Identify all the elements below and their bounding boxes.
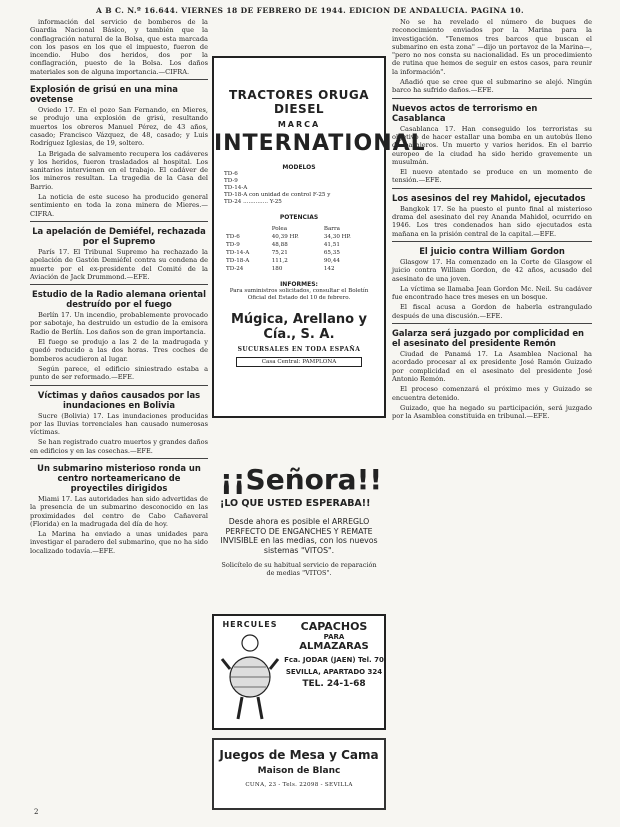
para-label: PARA bbox=[323, 633, 345, 641]
models-heading: MODELOS bbox=[282, 164, 316, 171]
article-text: Guizado, que ha negado su participación, será juzgado por la Asamblea constituida en tribunal.—EFE. bbox=[392, 403, 592, 421]
headline: Los asesinos del rey Mahidol, ejecutados bbox=[392, 192, 586, 203]
models-list bbox=[214, 171, 384, 206]
company-name: Múgica, Arellano y Cía., S. A. bbox=[230, 312, 368, 342]
divider bbox=[30, 385, 208, 386]
ad-title: Juegos de Mesa y Cama bbox=[219, 748, 379, 762]
maison-ad bbox=[212, 738, 386, 810]
headline: Víctimas y daños causados por las inundaciones en Bolivia bbox=[37, 389, 201, 410]
page-header: A B C. N.º 16.644. VIERNES 18 DE FEBRERO DE 1944. EDICION DE ANDALUCIA. PAGINA 10. bbox=[95, 6, 525, 15]
cell: TD-9 bbox=[226, 242, 240, 248]
cell: 142 bbox=[323, 266, 335, 272]
headline: Estudio de la Radio alemana oriental destruído por el fuego bbox=[32, 289, 206, 310]
article-text: La Brigada de salvamento recupera los cadáveres y los heridos, fueron trasladados al hospital. Los sanitarios intervienen en el trabajo. El cadáver de los mineros resultan. La tragedia de la Casa del Barrio. bbox=[30, 149, 208, 191]
divider bbox=[30, 221, 208, 222]
table-row bbox=[224, 233, 374, 241]
ad-marca: MARCA bbox=[277, 120, 321, 129]
cell: 65,35 bbox=[323, 250, 340, 256]
article-text: Ciudad de Panamá 17. La Asamblea Nacional ha acordado procesar al ex presidente José Ramón Guizado por complicidad en el asesinato del presidente José Antonio Remón. bbox=[392, 350, 592, 383]
article-text: Casablanca 17. Han conseguido los terroristas su objetivo de hacer estallar una bomba en un autobús lleno de pasajeros. Un muerto y varios heridos. En el barrio europeo de la ciudad ha sido herido gravemente un musulmán. bbox=[392, 124, 592, 166]
cell: 111,2 bbox=[271, 258, 288, 264]
article-text: París 17. El Tribunal Supremo ha rechazado la apelación de Gastón Demiéfel contra su condena de muerte por el ex-presidente del Comité de la Aviación de Jack Drummond.—EFE. bbox=[30, 247, 208, 281]
article-text: La víctima se llamaba Jean Gordon Mc. Neil. Su cadáver fue encontrado hace tres meses en un bosque. bbox=[392, 284, 592, 302]
cell: TD-18-A bbox=[226, 258, 250, 264]
article-text: Según parece, el edificio siniestrado estaba a punto de ser reformado.—EFE. bbox=[30, 364, 208, 382]
article-text: Se han registrado cuatro muertos y grandes daños en edificios y en las cosechas.—EFE. bbox=[30, 438, 208, 455]
branches: SUCURSALES EN TODA ESPAÑA bbox=[237, 346, 361, 353]
cell: 75,21 bbox=[271, 250, 288, 256]
article-text: No se ha revelado el número de buques de reconocimiento enviados por la Marina para la investigación. "Tenemos tres barcos que buscan el submarino en esta zona" —dijo un portavoz de la Marina—, "pero no nos consta su nacionalidad. Es un procedimiento de rutina que hemos de seguir en estos casos, para reunir la información". bbox=[392, 18, 592, 76]
headline: Nuevos actos de terrorismo en Casablanca bbox=[392, 102, 538, 123]
hercules-block bbox=[218, 620, 282, 728]
headline: Galarza será juzgado por complicidad en el asesinato del presidente Remón bbox=[392, 328, 585, 349]
ad-subheadline: ¡LO QUE USTED ESPERABA!! bbox=[220, 498, 371, 509]
factory-label: Fca. JODAR (JAEN) Tel. 70 bbox=[284, 656, 384, 664]
strongman-icon bbox=[220, 629, 280, 721]
article-text: Miami 17. Las autoridades han sido advertidas de la presencia de un submarino desconocido en las proximidades del centro de Cabo Cañaveral (Florida) en la madrugada del día de hoy. bbox=[30, 494, 208, 528]
tractor-ad bbox=[212, 56, 426, 418]
divider bbox=[30, 458, 208, 459]
table-row bbox=[224, 257, 374, 265]
hercules-label: HERCULES bbox=[222, 620, 278, 629]
capachos-info bbox=[284, 620, 384, 689]
model-item: TD-24 .............. Y-25 bbox=[224, 199, 282, 205]
divider bbox=[30, 79, 208, 80]
headline: Explosión de grisú en una mina ovetense bbox=[30, 84, 178, 105]
cell: 90,44 bbox=[323, 258, 340, 264]
divider bbox=[30, 284, 208, 285]
capachos-label: CAPACHOS bbox=[300, 620, 368, 633]
article-text: La noticia de este suceso ha producido general sentimiento en toda la zona minera de Mieres.—CIFRA. bbox=[30, 193, 208, 218]
model-item: TD-14-A bbox=[224, 185, 248, 191]
ad-store: Maison de Blanc bbox=[257, 766, 341, 776]
table-header-row bbox=[224, 225, 374, 233]
cell: 40,39 HP. bbox=[271, 234, 299, 240]
article-text: Bangkok 17. Se ha puesto el punto final al misterioso drama del asesinato del rey Ananda Mahidol, ocurrido en 1946. Los tres condenados han sido ejecutados esta mañana en la prisión central de la capital.—EFE. bbox=[392, 204, 592, 238]
model-item: TD-18-A con unidad de control F-25 y bbox=[224, 192, 331, 198]
page-marker: 2 bbox=[34, 808, 39, 816]
table-row bbox=[224, 249, 374, 257]
article-text: información del servicio de bomberos de la Guardia Nacional Básico, y también que la conflagración natural de la Bolsa, que esta marcada con los pasos en los que el impuesto, fueron de incendio. Hubo dos heridos, dos por la conflagración, puesto de la Bolsa. Los daños materiales son de alguna importancia.—CIFRA. bbox=[30, 18, 208, 76]
headline: Un submarino misterioso ronda un centro norteamericano de proyectiles dirigidos bbox=[37, 462, 201, 493]
cell: 180 bbox=[271, 266, 283, 272]
right-column bbox=[392, 18, 592, 818]
headline: La apelación de Demiéfel, rechazada por el Supremo bbox=[32, 225, 206, 246]
col-header: Polea bbox=[271, 226, 288, 232]
model-item: TD-9 bbox=[224, 178, 238, 184]
ad-body: Desde ahora es posible el ARREGLO PERFECTO DE ENGANCHES Y REMATE INVISIBLE en las medias, con los nuevos sistemas "VITOS". bbox=[220, 517, 378, 555]
informes-text: Para suministros solicitados, consultar el Boletín Oficial del Estado del 10 de febrero. bbox=[229, 288, 369, 301]
table-row bbox=[224, 265, 374, 273]
model-item: TD-6 bbox=[224, 171, 238, 177]
article-text: La Marina ha enviado a unas unidades para investigar el paradero del submarino, que no ha sido localizado todavía.—EFE. bbox=[30, 530, 208, 555]
capachos-ad bbox=[212, 614, 386, 730]
ad-address: CUNA, 23 - Tels. 22098 - SEVILLA bbox=[245, 782, 353, 788]
almazaras-label: ALMAZARAS bbox=[299, 641, 369, 652]
col-header: Barra bbox=[323, 226, 340, 232]
article-text: Glasgow 17. Ha comenzado en la Corte de Glasgow el juicio contra William Gordon, de 42 años, acusado del asesinato de una joven. bbox=[392, 257, 592, 283]
phone-label: TEL. 24-1-68 bbox=[302, 679, 366, 689]
informes-heading: INFORMES: bbox=[280, 281, 318, 288]
table-row bbox=[224, 241, 374, 249]
headline: El juicio contra William Gordon bbox=[419, 245, 565, 256]
cell: TD-14-A bbox=[226, 250, 250, 256]
ad-body-2: Solicítelo de su habitual servicio de reparación de medias "VITOS". bbox=[221, 561, 377, 577]
divider bbox=[392, 98, 592, 99]
left-column bbox=[30, 18, 208, 818]
divider bbox=[392, 323, 592, 324]
article-text: El nuevo atentado se produce en un momento de tensión.—EFE. bbox=[392, 168, 592, 185]
ad-brand: INTERNATIONAL bbox=[214, 131, 426, 156]
article-text: Berlín 17. Un incendio, probablemente provocado por sabotaje, ha destruido un estudio de la emisora Radio de Berlín. Los daños son de gran importancia. bbox=[30, 311, 208, 336]
article-text: El fiscal acusa a Gordon de haberla estrangulado después de una discusión.—EFE. bbox=[392, 303, 592, 320]
article-text: Añadió que se cree que el submarino se alejó. Ningún barco ha sufrido daños.—EFE. bbox=[392, 78, 592, 95]
sevilla-label: SEVILLA, APARTADO 324 bbox=[285, 668, 383, 676]
divider bbox=[392, 188, 592, 189]
article-text: Oviedo 17. En el pozo San Fernando, en Mieres, se produjo una explosión de grisú, resultando muertos los obreros Manuel Pérez, de 43 años, casado; Francisco Vázquez, de 48, casado; y Luis Rodríguez Iglesias, de 19, soltero. bbox=[30, 106, 208, 148]
cell: 34,30 HP. bbox=[323, 234, 351, 240]
article-text: Sucre (Bolivia) 17. Las inundaciones producidas por las lluvias torrenciales han causado numerosas víctimas. bbox=[30, 411, 208, 437]
divider bbox=[392, 241, 592, 242]
article-text: El proceso comenzará el próximo mes y Guizado se encuentra detenido. bbox=[392, 385, 592, 402]
ad-headline: ¡¡Señora!! bbox=[220, 463, 383, 496]
cell: 48,88 bbox=[271, 242, 288, 248]
cell: TD-24 bbox=[226, 266, 244, 272]
power-heading: POTENCIAS bbox=[279, 214, 319, 221]
cell: 41,51 bbox=[323, 242, 340, 248]
head-office: Casa Central: PAMPLONA bbox=[236, 357, 362, 367]
ad-title: TRACTORES ORUGA DIESEL bbox=[229, 88, 369, 116]
article-text: El fuego se produjo a las 2 de la madrugada y quedó reducido a las dos horas. Tres coches de bomberos acudieron al lugar. bbox=[30, 338, 208, 363]
cell: TD-6 bbox=[226, 234, 240, 240]
power-table bbox=[224, 225, 374, 273]
